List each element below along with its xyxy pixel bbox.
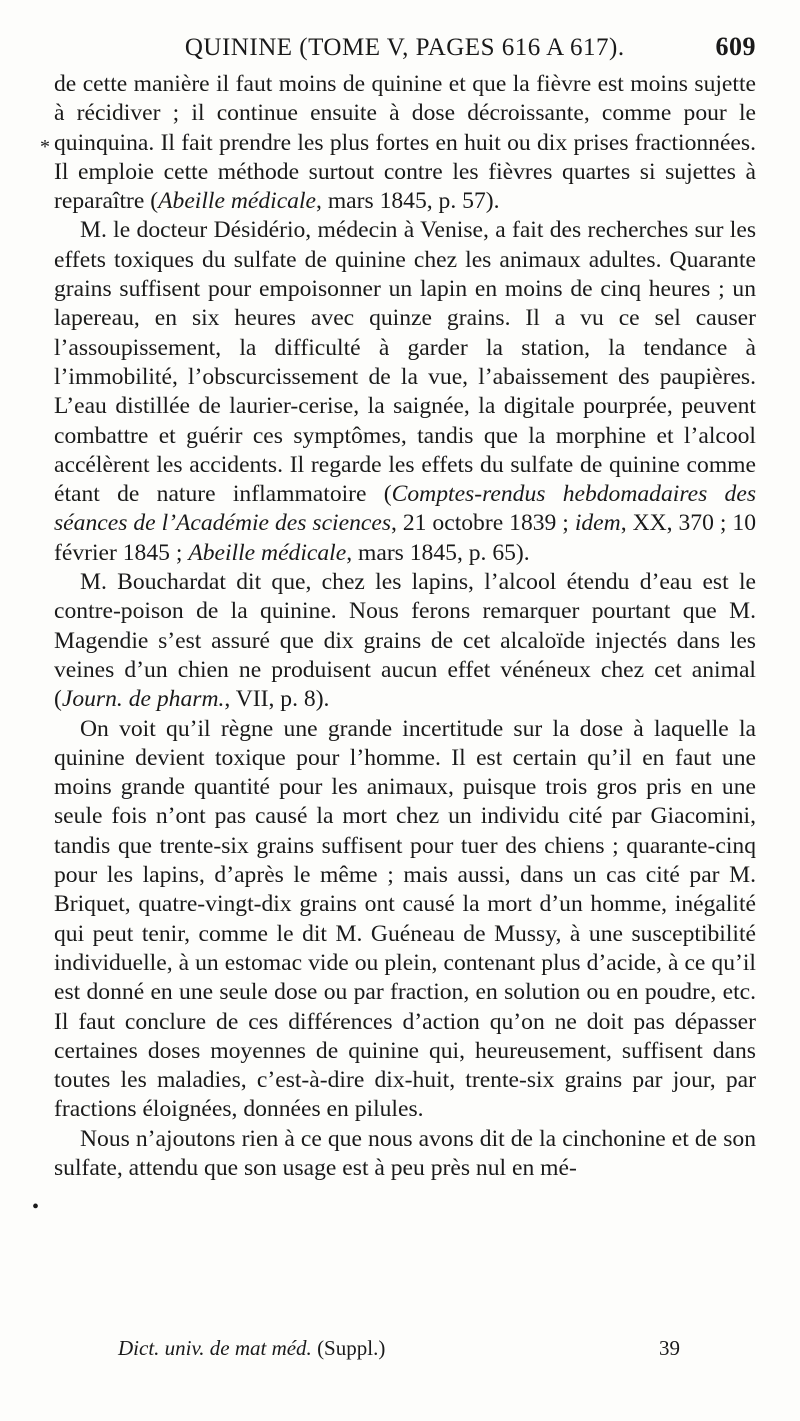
body-text [54,70,756,1183]
italic-citation: Comptes-rendus hebdomadaires des séances de l’Académie des sciences [54,481,757,537]
text-run: , XX, 370 ; 10 février 1845 ; [54,510,756,566]
italic-citation: idem [574,510,621,537]
paragraph [54,568,756,714]
page-footer [118,1336,680,1361]
footer-reference [118,1336,385,1361]
italic-citation: Journ. de pharm. [61,686,225,713]
margin-mark-dot: • [32,1196,40,1218]
paragraph [54,216,756,568]
text-run: On voit qu’il règne une grande incertitude sur la dose à laquelle la quinine devient toxique pour l’homme. Il est certain qu’il en faut une moins grande quantité pour les animaux, puisque trois gros pris en une seule fois n’ont pas causé la mort chez un individu cité par Giacomini, tandis que trente-six grains suffisent pour tuer des chiens ; quarante-cinq pour les lapins, d’après le même ; mais aussi, dans un cas cité par M. Briquet, quatre-vingt-dix grains ont causé la mort d’un homme, inégalité qui peut tenir, comme le dit M. Guéneau de Mussy, à une susceptibilité individuelle, à un estomac vide ou plein, contenant plus d’acide, à ce qu’il est donné en une seule dose ou par fraction, en solution ou en poudre, etc. Il faut conclure de ces différences d’action qu’on ne doit pas dépasser certaines doses moyennes de quinine qui, heureusement, suffisent dans toutes les maladies, c’est-à-dire dix-huit, trente-six grains par jour, par fractions éloignées, données en pilules. [54,715,756,1123]
footer-reference-title: Dict. univ. de mat méd. [118,1336,312,1360]
text-run: , mars 1845, p. 57). [316,188,500,215]
text-run: M. le docteur Désidério, médecin à Venise, a fait des recherches sur les effets toxiques du sulfate de quinine chez les animaux adultes. Quarante grains suffisent pour empoisonner un lapin en moins de cinq heures ; un lapereau, en six heures avec quinze grains. Il a vu ce sel causer l’assoupissement, la difficulté à garder la station, la tendance à l’immobilité, l’obscurcissement de la vue, l’abaissement des paupières. L’eau distillée de laurier-cerise, la saignée, la digitale pourprée, peuvent combattre et guérir ces symptômes, tandis que la morphine et l’alcool accélèrent les accidents. Il regarde les effets du sulfate de quinine comme étant de nature inflammatoire ( [54,217,756,508]
text-run: Nous n’ajoutons rien à ce que nous avons dit de la cinchonine et de son sulfate, attendu que son usage est à peu près nul en mé- [54,1125,756,1181]
text-run: de cette manière il faut moins de quinine et que la fièvre est moins sujette à récidiver ; il continue ensuite à dose décroissante, comme pour le quinquina. Il fait prendre les plus fortes en huit ou dix prises fractionnées. Il emploie cette méthode surtout contre les fièvres quartes si sujettes à reparaître ( [54,71,756,215]
footer-signature: 39 [659,1336,680,1360]
italic-citation: Abeille médicale [158,188,317,215]
paragraph [54,715,756,1125]
italic-citation: Abeille médicale [188,539,347,566]
paragraph [54,70,756,216]
margin-mark-asterisk: * [40,136,50,158]
text-run: , VII, p. 8). [224,686,330,713]
running-header [54,32,756,70]
text-run: , mars 1845, p. 65). [346,539,530,566]
running-title: QUININE (TOME V, PAGES 616 A 617). [184,34,625,61]
page-number: 609 [715,32,756,61]
footer-reference-suffix: (Suppl.) [311,1336,386,1360]
text-run: , 21 octobre 1839 ; [391,510,575,537]
paragraph [54,1125,756,1184]
text-run: M. Bouchardat dit que, chez les lapins, l’alcool étendu d’eau est le contre-poison de la quinine. Nous ferons remarquer pourtant que M. Magendie s’est assuré que dix grains de cet alcaloïde injectés dans les veines d’un chien ne produisent aucun effet vénéneux chez cet animal ( [54,569,756,713]
